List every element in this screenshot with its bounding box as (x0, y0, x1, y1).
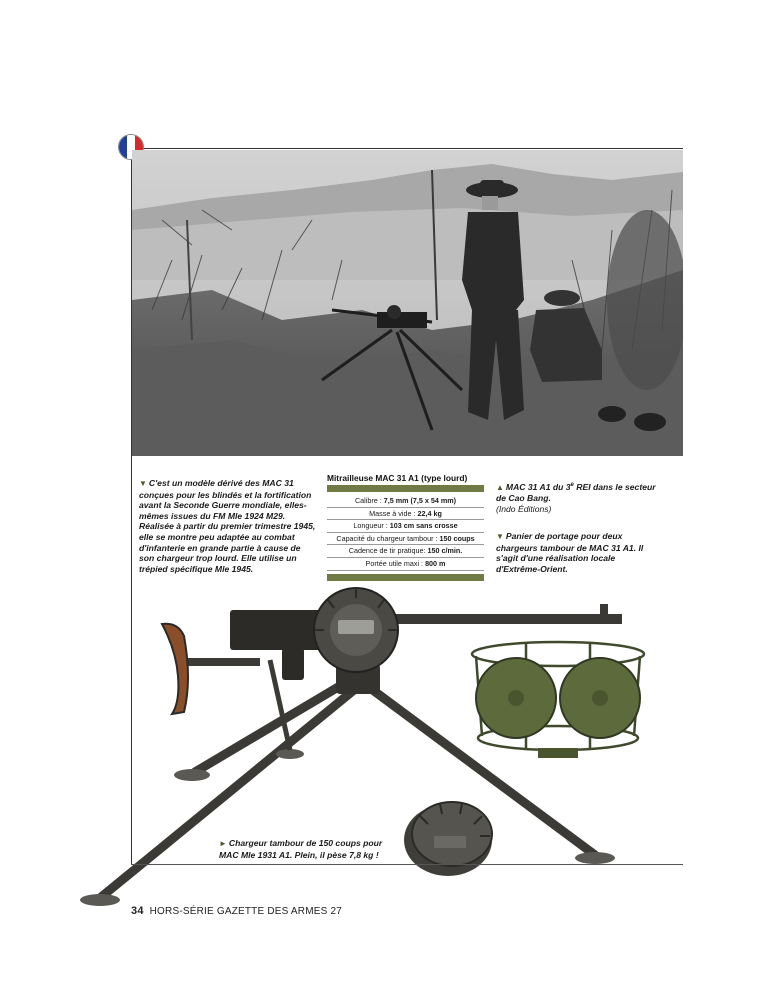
spec-value: 800 m (425, 558, 446, 568)
spec-value: 103 cm sans crosse (389, 521, 458, 531)
down-triangle-icon: ▼ (496, 532, 504, 541)
spec-value: 150 c/min. (427, 546, 463, 556)
spec-label: Calibre : (354, 496, 384, 505)
drum-drawing (400, 796, 496, 880)
caption-drum (219, 838, 389, 860)
caption-photo-sup: e (570, 482, 574, 488)
field-photograph (132, 150, 683, 456)
caption-photo-credit: (Indo Éditions) (496, 504, 552, 515)
right-triangle-icon: ► (219, 839, 227, 848)
basket-drawing (466, 640, 650, 762)
caption-mac31-text: C'est un modèle dérivé des MAC 31 conçues pour les blindés et la fortification avant la Seconde Guerre mondiale, elles-mêmes issues du FM Mle 1924 M29. Réalisée à partir du premier trimestre 1945, elle se montre peu adaptée au combat d'infanterie en grande partie à cause de son chargeur trop lourd. Elle utilise un trépied spécifique Mle 1945. (139, 478, 316, 574)
caption-photo-line2: REI dans le secteur de Cao Bang. (496, 481, 656, 504)
frame-top-rule (131, 148, 683, 149)
spec-row-length (327, 520, 484, 533)
caption-basket (496, 531, 656, 574)
down-triangle-icon: ▼ (139, 479, 147, 488)
spec-row-capacity (327, 533, 484, 546)
spec-value: 7,5 mm (7,5 x 54 mm) (383, 496, 457, 505)
page-footer (131, 905, 342, 917)
caption-photo-line1: MAC 31 A1 du 3 (505, 481, 571, 492)
magazine-basket-illustration (466, 640, 650, 762)
up-triangle-icon: ▲ (496, 482, 504, 492)
publication-title: HORS-SÉRIE GAZETTE DES ARMES 27 (149, 906, 342, 917)
drum-magazine-illustration (400, 796, 496, 880)
spec-value: 22,4 kg (417, 508, 442, 518)
spec-row-calibre (327, 495, 484, 508)
spec-row-rate (327, 545, 484, 558)
frame-bottom-rule (131, 864, 683, 865)
page-number: 34 (131, 905, 144, 917)
spec-label: Cadence de tir pratique: (348, 546, 428, 556)
caption-drum-text: Chargeur tambour de 150 coups pour MAC Mle 1931 A1. Plein, il pèse 7,8 kg ! (219, 838, 383, 860)
caption-mac31-description (139, 478, 317, 574)
spec-label: Portée utile maxi : (365, 558, 426, 568)
field-photo-illustration (132, 150, 683, 456)
spec-row-range (327, 558, 484, 571)
flag-blue (119, 135, 127, 159)
spec-label: Capacité du chargeur tambour : (336, 533, 440, 543)
spec-value: 150 coups (439, 533, 475, 543)
caption-photo (496, 480, 656, 515)
spec-header-bar (327, 485, 484, 492)
spec-title: Mitrailleuse MAC 31 A1 (type lourd) (327, 473, 468, 483)
spec-label: Masse à vide : (369, 508, 418, 518)
spec-row-mass (327, 508, 484, 521)
spec-table (327, 473, 484, 581)
caption-basket-text: Panier de portage pour deux chargeurs tambour de MAC 31 A1. Il s'agit d'une réalisation locale d'Extrême-Orient. (496, 531, 644, 574)
spec-label: Longueur : (353, 521, 390, 531)
